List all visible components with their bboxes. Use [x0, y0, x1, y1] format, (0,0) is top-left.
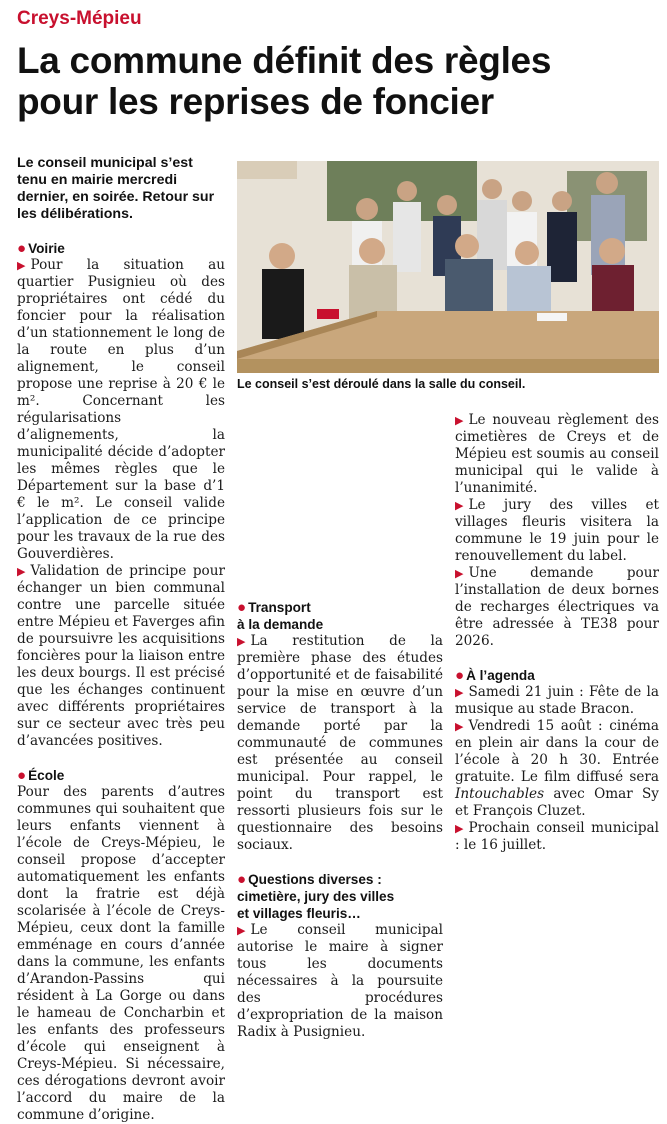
red-triangle-icon: ▶	[455, 720, 464, 733]
article-column-3	[455, 412, 659, 854]
red-triangle-icon: ▶	[237, 635, 246, 648]
paragraph: ▶ Une demande pour l’installation de deux bornes de recharges électriques va être adressée à TE38 pour 2026.	[455, 565, 659, 649]
headline-line-2: pour les reprises de foncier	[17, 81, 494, 122]
article-column-1	[17, 240, 225, 1124]
council-photo	[237, 161, 659, 373]
photo-caption: Le conseil s’est déroulé dans la salle du conseil.	[237, 377, 526, 391]
paragraph: ▶ Vendredi 15 août : cinéma en plein air dans la cour de l’école à 20 h 30. Entrée gratuite. Le film diffusé sera Intouchables avec Omar Sy et François Cluzet.	[455, 718, 659, 819]
red-dot-icon: ●	[237, 599, 247, 616]
red-triangle-icon: ▶	[455, 499, 464, 512]
paragraph: ▶ Validation de principe pour échanger un bien communal contre une parcelle située entre Mépieu et Faverges afin de poursuivre les acquisitions foncières pour la liaison entre les deux bourgs. Il est précisé que les échanges continuent avec différents propriétaires sur ce secteur avec très peu d’avancées positives.	[17, 563, 225, 749]
red-triangle-icon: ▶	[237, 924, 246, 937]
article-headline	[17, 40, 657, 122]
paragraph: ▶ Le conseil municipal autorise le maire à signer tous les documents nécessaires à la poursuite des procédures d’expropriation de la maison Radix à Pusignieu.	[237, 922, 443, 1040]
section-heading-agenda: ● À l’agenda	[455, 667, 535, 684]
section-kicker: Creys-Mépieu	[17, 8, 142, 29]
paragraph: ▶ Le jury des villes et villages fleuris visitera la commune le 19 juin pour le renouvellement du label.	[455, 497, 659, 564]
red-triangle-icon: ▶	[455, 686, 464, 699]
paragraph: ▶ Pour la situation au quartier Pusignieu où des propriétaires ont cédé du foncier pour la réalisation d’un stationnement le long de la route en plus d’un alignement, le conseil propose une reprise à 20 € le m². Concernant les régularisations d’alignements, la municipalité décide d’adopter les mêmes règles que le Département sur la base d’1 € le m². Le conseil valide l’application de ce principe pour les travaux de la rue des Gouverdières.	[17, 257, 225, 562]
headline-line-1: La commune définit des règles	[17, 40, 552, 81]
section-heading-ecole: ● École	[17, 767, 65, 784]
section-heading-voirie: ● Voirie	[17, 240, 65, 257]
red-dot-icon: ●	[455, 667, 465, 684]
red-triangle-icon: ▶	[17, 565, 26, 578]
paragraph: ▶ Le nouveau règlement des cimetières de Creys et de Mépieu est soumis au conseil municipal qui le valide à l’unanimité.	[455, 412, 659, 496]
school-continuation-space	[237, 412, 443, 599]
section-heading-questions: ● Questions diverses : cimetière, jury des villes et villages fleuris…	[237, 871, 395, 921]
red-dot-icon: ●	[17, 767, 27, 784]
red-dot-icon: ●	[17, 240, 27, 257]
red-triangle-icon: ▶	[455, 567, 464, 580]
paragraph: Pour des parents d’autres communes qui souhaitent que leurs enfants viennent à l’école de Creys-Mépieu, le conseil propose d’accepter automatiquement les enfants dont la fratrie est déjà scolarisée à l’école de Creys-Mépieu, ceux dont la famille emménage en cours d’année dans la commune, les enfants d’Arandon-Passins qui résident à La Gorge ou dans le hameau de Concharbin et les enfants des professeurs d’école qui enseignent à Creys-Mépieu. Si nécessaire, ces dérogations devront avoir l’accord du maire de la commune d’origine.	[17, 784, 225, 1123]
red-dot-icon: ●	[237, 871, 247, 888]
red-triangle-icon: ▶	[455, 822, 464, 835]
article-column-2	[237, 412, 443, 1041]
paragraph: ▶ La restitution de la première phase des études d’opportunité et de faisabilité pour la mise en œuvre d’un service de transport à la demande porté par la communauté de communes est présentée au conseil municipal. Pour rappel, le point du transport est ressorti plusieurs fois sur le questionnaire des besoins sociaux.	[237, 633, 443, 853]
red-triangle-icon: ▶	[17, 259, 26, 272]
paragraph: ▶ Samedi 21 juin : Fête de la musique au stade Bracon.	[455, 684, 659, 717]
paragraph: ▶ Prochain conseil municipal : le 16 juillet.	[455, 820, 659, 853]
section-heading-transport: ● Transport à la demande	[237, 599, 324, 632]
article-lead: Le conseil municipal s’est tenu en mairie mercredi dernier, en soirée. Retour sur les délibérations.	[17, 155, 215, 222]
film-title: Intouchables	[455, 786, 545, 802]
red-triangle-icon: ▶	[455, 414, 464, 427]
